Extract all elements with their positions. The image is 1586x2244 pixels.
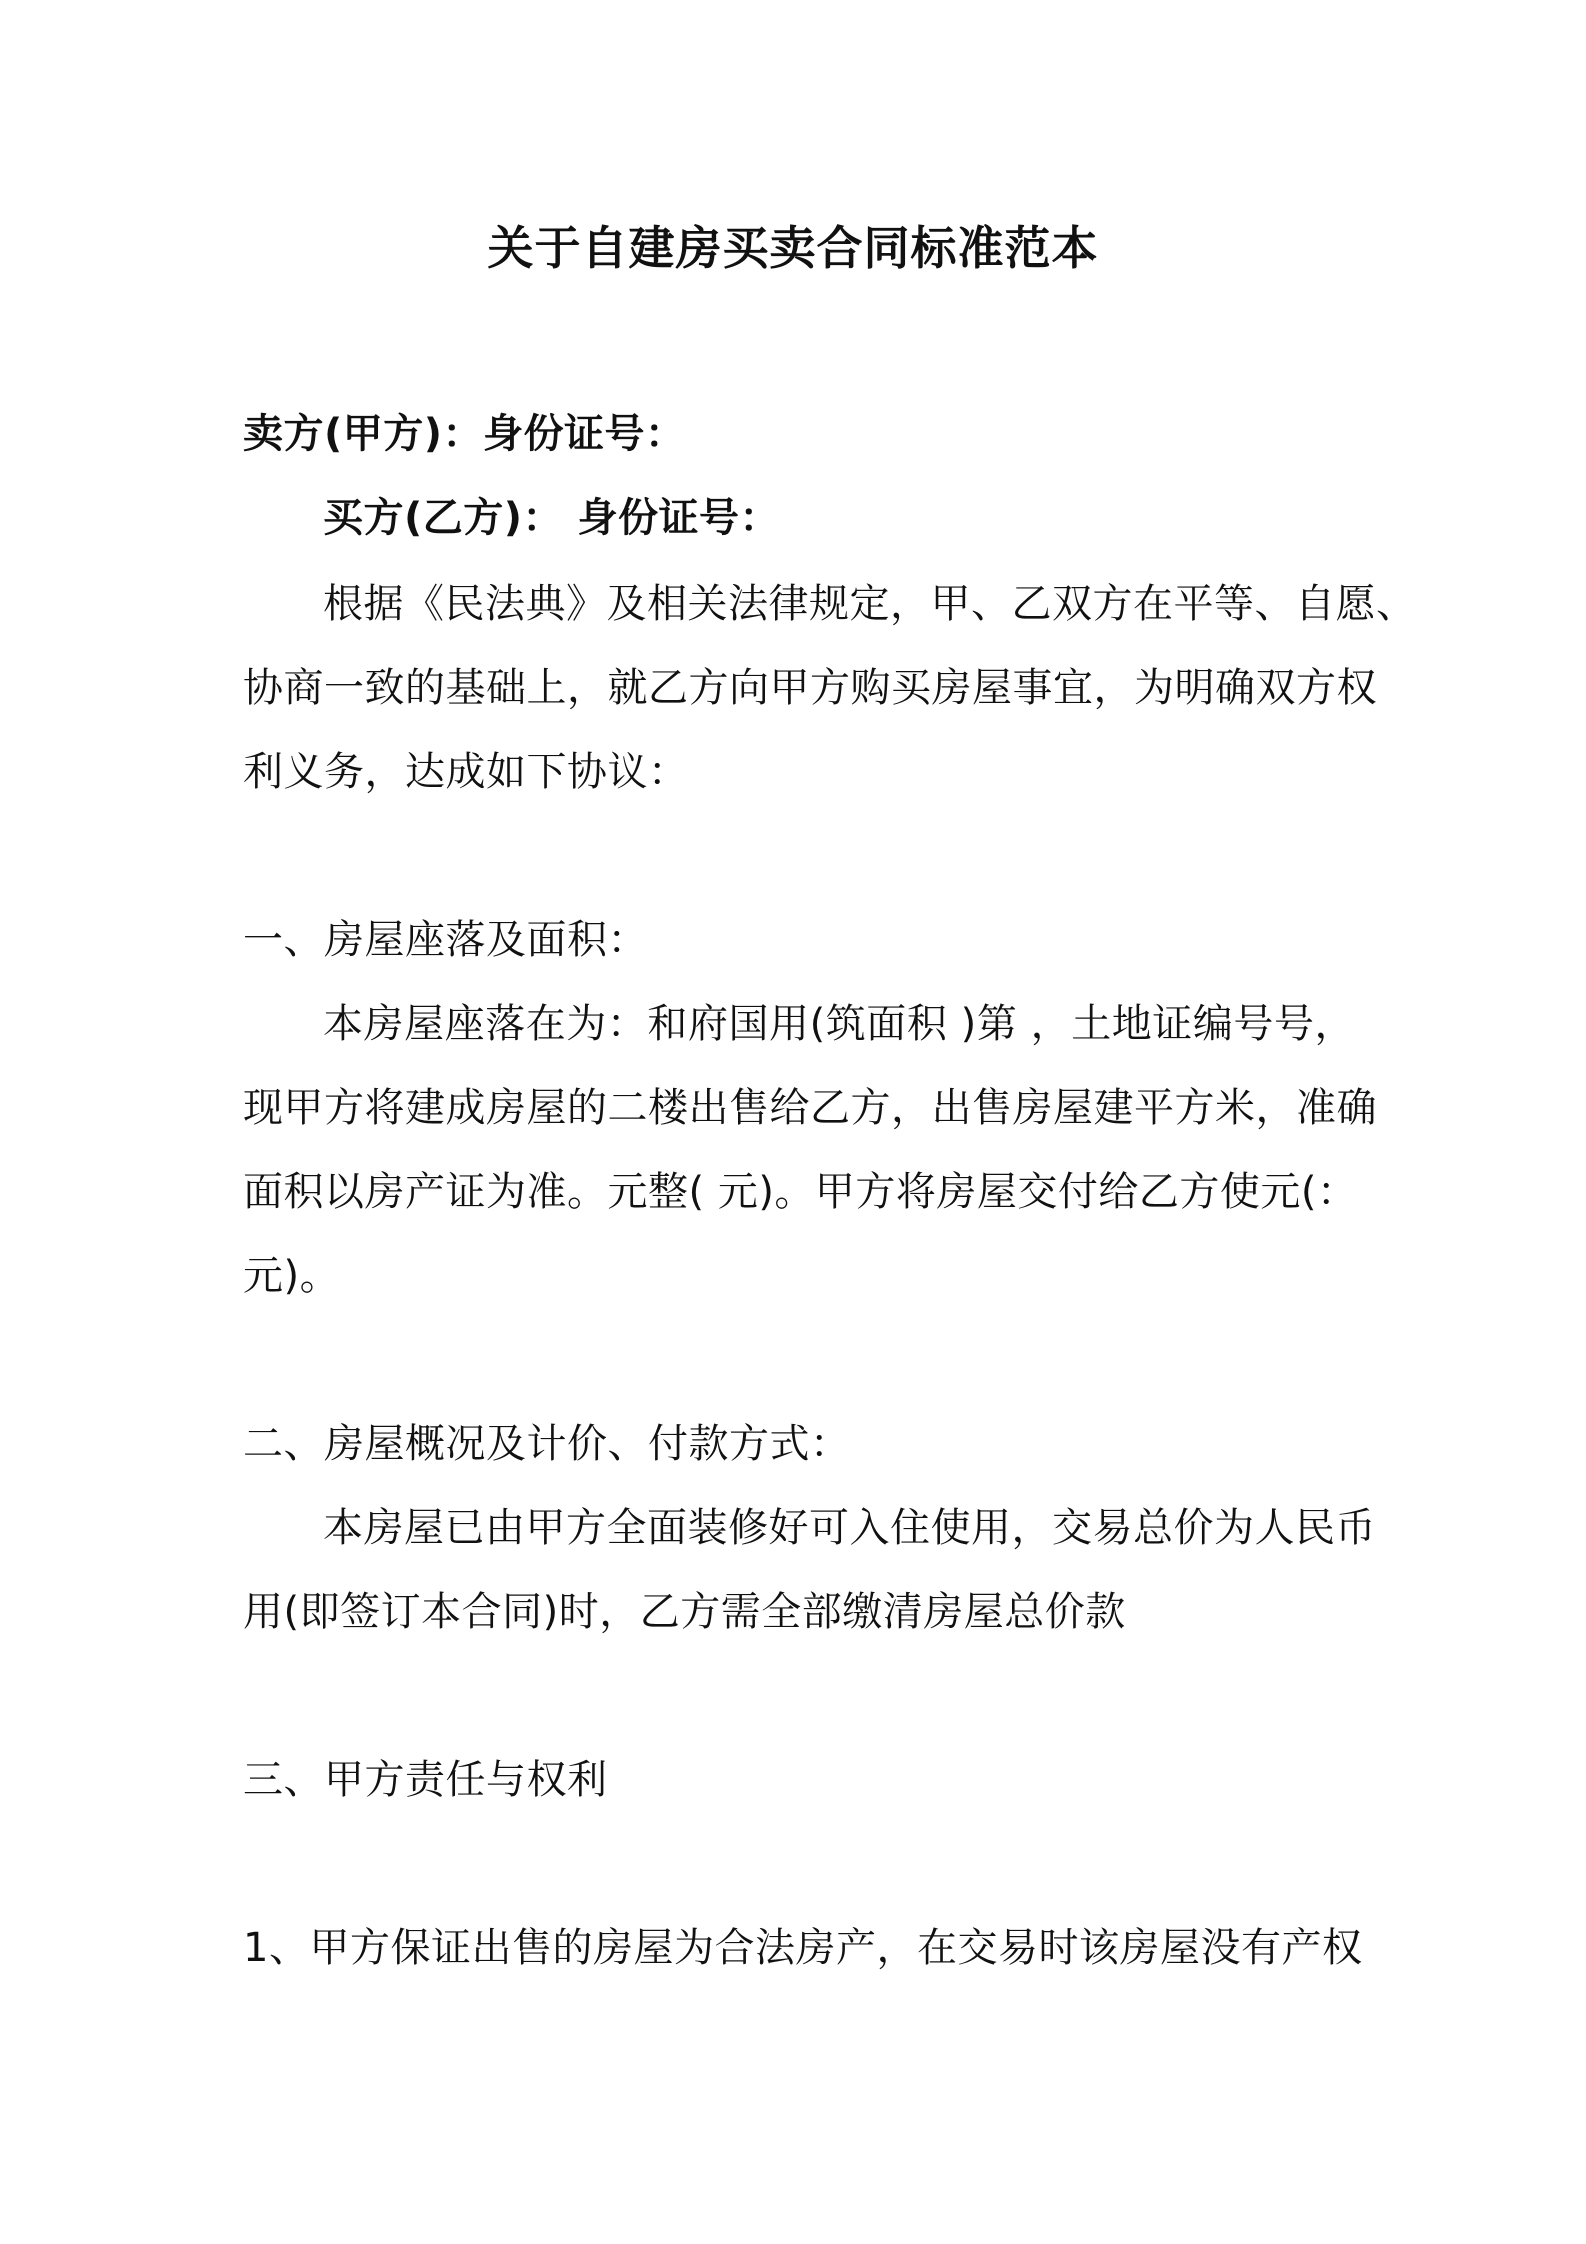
section3-item-1: 1、甲方保证出售的房屋为合法房产，在交易时该房屋没有产权: [243, 1925, 1363, 1971]
seller-line: 卖方(甲方)：身份证号：: [243, 411, 686, 457]
preamble-line-1: 根据《民法典》及相关法律规定，甲、乙双方在平等、自愿、: [323, 581, 1417, 627]
preamble-line-2: 协商一致的基础上，就乙方向甲方购买房屋事宜，为明确双方权: [243, 665, 1377, 711]
preamble-line-3: 利义务，达成如下协议：: [243, 749, 689, 795]
buyer-line: 买方(乙方)： 身份证号：: [323, 495, 780, 541]
section3-heading: 三、甲方责任与权利: [243, 1757, 608, 1803]
section1-line-3: 面积以房产证为准。元整( 元)。甲方将房屋交付给乙方使元(：: [243, 1169, 1358, 1215]
section2-line-1: 本房屋已由甲方全面装修好可入住使用，交易总价为人民币: [323, 1505, 1376, 1551]
section2-heading: 二、房屋概况及计价、付款方式：: [243, 1421, 851, 1467]
section1-heading: 一、房屋座落及面积：: [243, 917, 648, 963]
section1-line-1: 本房屋座落在为：和府国用(筑面积 )第 ，土地证编号号，: [323, 1001, 1355, 1047]
page-title: 关于自建房买卖合同标准范本: [487, 221, 1099, 275]
section1-line-4: 元)。: [243, 1253, 341, 1299]
section1-line-2: 现甲方将建成房屋的二楼出售给乙方，出售房屋建平方米，准确: [243, 1085, 1377, 1131]
section2-line-2: 用(即签订本合同)时，乙方需全部缴清房屋总价款: [243, 1589, 1126, 1635]
